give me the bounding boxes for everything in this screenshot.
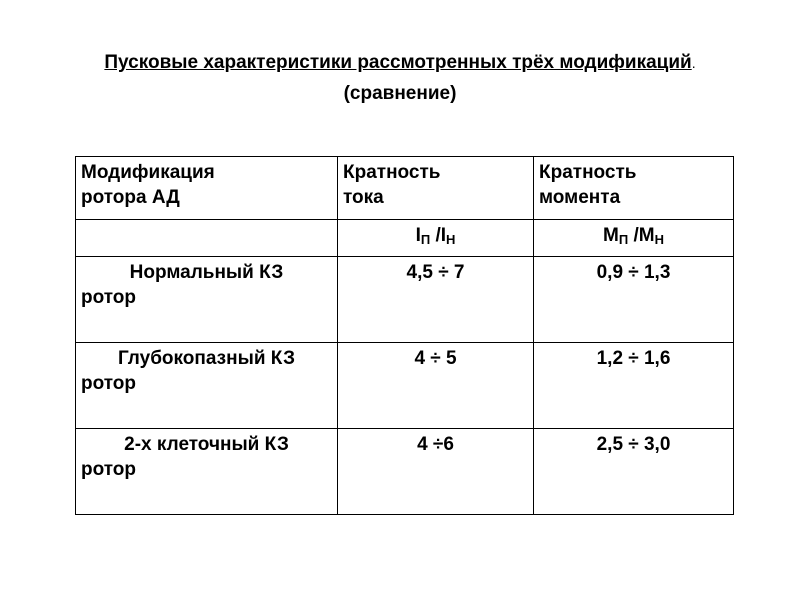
unit-subscript: П <box>420 232 431 247</box>
rotor-name-suffix: ротор <box>81 287 137 308</box>
header-cell-current-ratio <box>338 157 534 220</box>
torque-ratio-cell <box>534 429 734 515</box>
current-ratio-value: 4 ÷6 <box>417 434 454 455</box>
current-ratio-cell <box>338 257 534 343</box>
current-ratio-cell <box>338 429 534 515</box>
torque-ratio-cell <box>534 257 734 343</box>
unit-subscript: Н <box>654 232 664 247</box>
page-title <box>0 50 800 76</box>
torque-ratio-unit <box>539 223 728 252</box>
table-units-row <box>76 220 734 257</box>
table-header-row <box>76 157 734 220</box>
header-line: ротора АД <box>81 187 180 208</box>
units-cell-current <box>338 220 534 257</box>
unit-subscript: Н <box>446 232 456 247</box>
unit-symbol: М <box>603 225 619 246</box>
rotor-name: Нормальный КЗ <box>129 262 284 283</box>
current-ratio-cell <box>338 343 534 429</box>
rotor-name-suffix: ротор <box>81 459 137 480</box>
torque-ratio-value: 0,9 ÷ 1,3 <box>596 262 671 283</box>
torque-ratio-value: 1,2 ÷ 1,6 <box>596 348 671 369</box>
unit-subscript: П <box>618 232 629 247</box>
unit-symbol: /М <box>628 225 655 246</box>
table-row <box>76 257 734 343</box>
current-ratio-value: 4 ÷ 5 <box>414 348 457 369</box>
rotor-name-cell <box>76 343 338 429</box>
table-row <box>76 429 734 515</box>
rotor-name-suffix: ротор <box>81 373 137 394</box>
torque-ratio-cell <box>534 343 734 429</box>
torque-ratio-value: 2,5 ÷ 3,0 <box>596 434 671 455</box>
header-line: Модификация <box>81 162 215 183</box>
header-cell-torque-ratio <box>534 157 734 220</box>
header-line: Кратность <box>343 162 441 183</box>
page-subtitle: (сравнение) <box>343 83 457 104</box>
rotor-name-cell <box>76 257 338 343</box>
header-line: тока <box>343 187 384 208</box>
title-text: Пусковые характеристики рассмотренных трёх модификаций <box>104 52 692 73</box>
unit-symbol: /I <box>430 225 447 246</box>
rotor-name: Глубокопазный КЗ <box>117 348 295 369</box>
table-row <box>76 343 734 429</box>
units-cell-empty <box>76 220 338 257</box>
current-ratio-unit <box>343 223 528 252</box>
header-line: момента <box>539 187 621 208</box>
rotor-name: 2-х клеточный КЗ <box>124 434 289 455</box>
units-cell-torque <box>534 220 734 257</box>
header-cell-modification <box>76 157 338 220</box>
rotor-name-cell <box>76 429 338 515</box>
current-ratio-value: 4,5 ÷ 7 <box>406 262 465 283</box>
comparison-table <box>75 156 734 515</box>
unit-symbol: I <box>415 225 421 246</box>
title-dot: . <box>691 55 696 71</box>
header-line: Кратность <box>539 162 637 183</box>
